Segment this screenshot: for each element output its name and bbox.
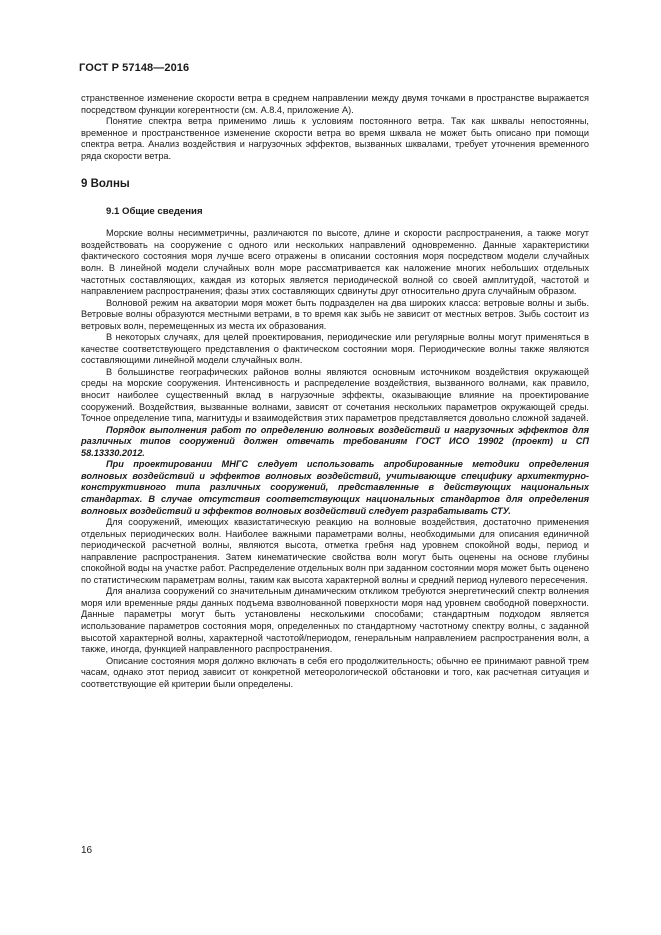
- paragraph: Описание состояния моря должно включать в себя его продолжительность; обычно ее принимают равной трем часам, однако этот период зависит от конкретной метеорологической обстановки и того, как расчетная ситуация и соответствующие ей критерии были определены.: [81, 655, 589, 689]
- paragraph: странственное изменение скорости ветра в среднем направлении между двумя точками в пространстве выражается посредством функции когерентности (см. А.8.4, приложение А).: [81, 93, 589, 115]
- section-title: Волны: [90, 178, 130, 191]
- subsection-title: Общие сведения: [122, 205, 203, 217]
- emphasis-paragraph: Порядок выполнения работ по определению волновых воздействий и нагрузочных эффектов для различных типов сооружений должен отвечать требованиям ГОСТ ИСО 19902 (проект) и СП 58.13330.2012.: [81, 424, 589, 458]
- paragraph: Для анализа сооружений со значительным динамическим откликом требуются энергетический спектр волнения моря или временные ряды данных подъема взволнованной поверхности моря над уровнем свободной поверхности. Данные параметры могут быть установлены несколькими способами; стандартным подходом является использование параметров состояния моря, определенных по стандартному частотному спектру волны, с заданной высотой характерной волны, характерной частотой/периодом, генеральным направлением распространения волн, а также, иногда, функцией направленного распространения.: [81, 586, 589, 655]
- section-number: 9: [81, 178, 88, 191]
- document-header: ГОСТ Р 57148—2016: [79, 62, 190, 74]
- paragraph: Понятие спектра ветра применимо лишь к условиям постоянного ветра. Так как шквалы непостоянны, временное и пространственное изменение скорости ветра во время шквала не может быть описано при помощи спектра ветра. Анализ воздействия и нагрузочных эффектов, вызванных шквалами, требует уточнения временного ряда скорости ветра.: [81, 116, 589, 161]
- section-heading: [81, 179, 589, 191]
- paragraph: Для сооружений, имеющих квазистатическую реакцию на волновые воздействия, достаточно применения отдельных периодических волн. Наиболее важными параметрами волны, необходимыми для описания единичной периодической расчетной волны, являются высота, отметка гребня над уровнем спокойной воды, период и направление распространения. Затем кинематические свойства волн могут быть оценены на основе глубины спокойной воды на участке работ. Распределение отдельных волн при заданном состоянии моря может быть оценено по статистическим параметрам волны, таким как высота характерной волны и средний период нулевого пересечения.: [81, 517, 589, 585]
- paragraph: Морские волны несимметричны, различаются по высоте, длине и скорости распространения, а также могут воздействовать на сооружение с одного или нескольких направлений одновременно. Данные характеристики фактического состояния моря лучше всего отражены в описании состояния моря посредством модели случайных волн. В линейной модели случайных волн море рассматривается как наложение многих небольших отдельных частотных составляющих, каждая из которых является периодической волной со своей амплитудой, частотой и направлением распространения; фазы этих составляющих сдвинуты друг относительно друга случайным образом.: [81, 228, 589, 297]
- paragraph: Волновой режим на акватории моря может быть подразделен на два широких класса: ветровые волны и зыбь. Ветровые волны образуются местными ветрами, в то время как зыбь не зависит от местных ветров. Зыбь состоит из ветровых волн, перемещенных из места их образования.: [81, 297, 589, 331]
- document-content: [81, 93, 589, 690]
- subsection-number: 9.1: [106, 205, 120, 217]
- paragraph: В большинстве географических районов волны являются основным источником воздействия окружающей среды на морские сооружения. Интенсивность и распределение воздействия, вызванного волнами, как правило, вносит наиболее существенный вклад в нагрузочные эффекты, оказывающие влияние на проектирование сооружений. Воздействия, вызванные волнами, зависят от сочетания нескольких параметров окружающей среды. Точное определение типа, магнитуды и взаимодействия этих параметров представляется довольно сложной задачей.: [81, 366, 589, 424]
- emphasis-paragraph: При проектировании МНГС следует использовать апробированные методики определения волновых воздействий и эффектов волновых воздействий, учитывающие специфику архитектурно-конструктивного типа различных сооружений, представленные в действующих национальных стандартах. В случае отсутствия соответствующих национальных стандартов для определения волновых воздействий и эффектов волновых воздействий следует разрабатывать СТУ.: [81, 459, 589, 516]
- subsection-heading: [81, 206, 589, 218]
- paragraph: В некоторых случаях, для целей проектирования, периодические или регулярные волны могут применяться в качестве соответствующего представления о фактическом состоянии моря. Периодические волны также являются составляющими линейной модели случайных волн.: [81, 332, 589, 366]
- page-number: 16: [81, 845, 93, 856]
